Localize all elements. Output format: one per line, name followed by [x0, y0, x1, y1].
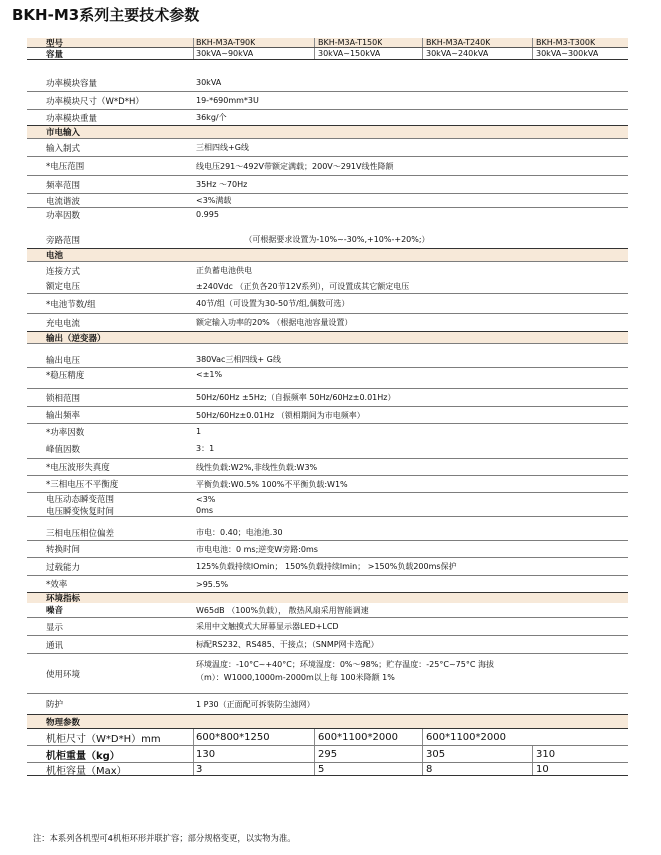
section-environment — [27, 593, 628, 603]
row-label: *电压波形失真度 — [46, 463, 110, 473]
model-cell: BKH-M3A-T90K — [196, 38, 256, 47]
row-label: 功率因数 — [46, 210, 81, 221]
spec-row — [27, 576, 628, 593]
row-label: 噪音 — [46, 606, 64, 616]
spec-row — [27, 407, 628, 424]
spec-row — [27, 505, 628, 517]
spec-row — [27, 157, 628, 176]
spec-row — [27, 262, 628, 279]
row-value: 0.995 — [196, 210, 219, 219]
spec-row — [27, 139, 628, 157]
row-label: 锁相范围 — [46, 393, 81, 404]
row-value: 40节/组（可设置为30-50节/组,偶数可选） — [196, 299, 350, 308]
cabinet-size-row — [27, 729, 628, 746]
row-label: *稳压精度 — [46, 370, 85, 381]
capacity-cell: 30kVA~150kVA — [318, 49, 381, 58]
capacity-cell: 10 — [536, 763, 549, 775]
row-label: 输入制式 — [46, 143, 81, 154]
spec-row — [27, 476, 628, 493]
spec-row — [27, 459, 628, 476]
spec-row — [27, 231, 628, 249]
spec-row — [27, 194, 628, 208]
module-weight-row — [27, 110, 628, 126]
spec-row — [27, 176, 628, 194]
row-label: *三相电压不平衡度 — [46, 480, 119, 490]
row-value: （可根据要求设置为-10%~-30%,+10%-+20%;） — [244, 235, 430, 244]
row-label: 防护 — [46, 700, 64, 710]
spec-table — [27, 38, 628, 776]
row-value: 50Hz/60Hz ±5Hz;（自振频率 50Hz/60Hz±0.01Hz） — [196, 393, 396, 402]
spec-row — [27, 558, 628, 576]
spec-row — [27, 654, 628, 694]
weight-cell: 305 — [426, 748, 446, 760]
section-mains — [27, 126, 628, 139]
row-label: 显示 — [46, 622, 64, 633]
spec-row — [27, 636, 628, 654]
row-value: 30kVA — [196, 78, 222, 87]
row-label: 电压动态瞬变范围 — [46, 495, 115, 505]
capacity-row — [27, 48, 628, 60]
row-value: 市电电池：0 ms;逆变W旁路:0ms — [196, 544, 318, 554]
env-line-1: 环境温度：-10°C~+40°C；环境湿度：0%～98%；贮存温度：-25°C~75°C 海拔 — [196, 660, 494, 669]
row-label: 电流谐波 — [46, 196, 81, 207]
row-label: 旁路范围 — [46, 235, 81, 246]
row-label: 三相电压相位偏差 — [46, 528, 115, 539]
row-value: ±240Vdc （正负各20节12V系列），可设置成其它额定电压 — [196, 281, 410, 291]
row-value: 125%负载持续lOmin； 150%负载持续lmin； >150%负载200ms保护 — [196, 562, 457, 571]
section-title: 输出（逆变器） — [46, 333, 106, 343]
capacity-cell: 5 — [318, 763, 325, 775]
section-output — [27, 332, 628, 344]
row-value: W65dB （100%负载）， 散热风扇采用智能调速 — [196, 605, 369, 615]
row-label: 过载能力 — [46, 562, 81, 573]
spec-row — [27, 424, 628, 439]
row-value: 0ms — [196, 506, 214, 515]
weight-cell: 130 — [196, 748, 216, 760]
row-value: 线性负载:W2%,非线性负载:W3% — [196, 462, 318, 472]
row-label: 电压瞬变恢复时间 — [46, 506, 115, 516]
cabinet-capacity-row — [27, 763, 628, 776]
row-label: 输出频率 — [46, 411, 81, 421]
env-line-2: （m）：W1000,1000m-2000m以上每 100米降额 1% — [196, 673, 395, 682]
weight-cell: 295 — [318, 748, 338, 760]
spec-row — [27, 294, 628, 314]
row-label: *电池节数/组 — [46, 299, 96, 310]
model-cell: BKH-M3-T300K — [536, 38, 596, 47]
cabinet-weight-row — [27, 746, 628, 763]
row-value: 35Hz ～70Hz — [196, 180, 248, 189]
section-title: 物理参数 — [46, 717, 81, 728]
row-label: 峰值因数 — [46, 444, 81, 455]
row-label: 通讯 — [46, 640, 64, 651]
capacity-cell: 30kVA~240kVA — [426, 49, 489, 58]
row-label: 转换时间 — [46, 545, 81, 555]
spec-row — [27, 368, 628, 381]
row-value: 50Hz/60Hz±0.01Hz （锁相期间为市电频率） — [196, 410, 365, 420]
row-label: 机柜重量（kg） — [46, 750, 120, 762]
row-label: 机柜尺寸（W*D*H）mm — [46, 733, 161, 745]
row-label: 机柜容量（Max） — [46, 765, 127, 775]
row-value: 平衡负载:W0.5% 100%不平衡负载:W1% — [196, 479, 348, 489]
row-label: 功率模块重量 — [46, 113, 98, 124]
row-label: 功率模块尺寸（W*D*H） — [46, 96, 144, 107]
section-title: 电池 — [46, 251, 64, 261]
row-value: 380Vac三相四线+ G线 — [196, 355, 281, 364]
row-value: >95.5% — [196, 579, 229, 589]
spec-row — [27, 439, 628, 459]
row-value: 正负蓄电池供电 — [196, 266, 252, 275]
module-size-row — [27, 92, 628, 110]
row-value: 19-*690mm*3U — [196, 96, 259, 105]
row-label: *电压范围 — [46, 162, 85, 172]
model-label: 型号 — [46, 38, 64, 47]
row-value: <3%满载 — [196, 196, 232, 205]
row-label: 频率范围 — [46, 180, 81, 191]
spec-row — [27, 694, 628, 715]
row-value: 36kg/个 — [196, 113, 227, 122]
row-value: <±1% — [196, 370, 223, 379]
row-value: <3% — [196, 494, 216, 504]
row-value: 1 — [196, 427, 202, 436]
row-value: 线电压291～492V带额定满载；200V～291V线性降额 — [196, 161, 394, 171]
capacity-cell: 3 — [196, 763, 203, 775]
page-title: BKH-M3系列主要技术参数 — [12, 6, 200, 24]
row-value: 市电：0.40；电池池.30 — [196, 528, 283, 537]
row-value: 1 P30（正面配可拆装防尘滤网） — [196, 699, 315, 709]
capacity-cell: 30kVA~90kVA — [196, 49, 254, 58]
row-value — [196, 654, 624, 693]
spec-row — [27, 493, 628, 505]
row-label: 输出电压 — [46, 355, 81, 366]
size-cell: 600*1100*2000 — [318, 731, 398, 743]
spec-row — [27, 541, 628, 558]
section-physical — [27, 715, 628, 729]
footnote: 注：本系列各机型可4机柜环形并联扩容；部分规格变更，以实物为准。 — [33, 833, 296, 843]
row-label: *功率因数 — [46, 427, 85, 438]
section-title: 市电输入 — [46, 128, 81, 138]
model-cell: BKH-M3A-T150K — [318, 38, 383, 47]
section-battery — [27, 249, 628, 262]
row-label: 额定电压 — [46, 282, 81, 292]
spec-row — [27, 352, 628, 368]
row-label: 充电电流 — [46, 318, 81, 329]
row-label: *效率 — [46, 580, 68, 590]
row-value: 三相四线+G线 — [196, 143, 249, 152]
row-value: 额定输入功率的20% （根据电池容量设置） — [196, 318, 353, 327]
row-label: 连接方式 — [46, 266, 81, 277]
spec-row — [27, 618, 628, 636]
capacity-cell: 30kVA~300kVA — [536, 49, 599, 58]
weight-cell: 310 — [536, 748, 556, 760]
row-value: 采用中文触摸式大屏幕显示器LED+LCD — [196, 622, 339, 631]
spec-row — [27, 389, 628, 407]
row-value: 3：1 — [196, 444, 215, 453]
spec-row — [27, 279, 628, 294]
capacity-label: 容量 — [46, 49, 64, 59]
model-cell: BKH-M3A-T240K — [426, 38, 491, 47]
row-value: 标配RS232、RS485、干接点；（SNMP网卡选配） — [196, 640, 379, 649]
model-row — [27, 38, 628, 48]
row-label: 功率模块容量 — [46, 78, 98, 89]
module-capacity-row — [27, 74, 628, 92]
spec-row — [27, 525, 628, 541]
section-title: 环境指标 — [46, 594, 81, 603]
spec-row — [27, 314, 628, 332]
spec-row — [27, 603, 628, 618]
size-cell: 600*1100*2000 — [426, 731, 506, 743]
capacity-cell: 8 — [426, 763, 433, 775]
row-label: 使用环境 — [46, 669, 81, 680]
size-cell: 600*800*1250 — [196, 731, 270, 743]
spec-row — [27, 208, 628, 221]
